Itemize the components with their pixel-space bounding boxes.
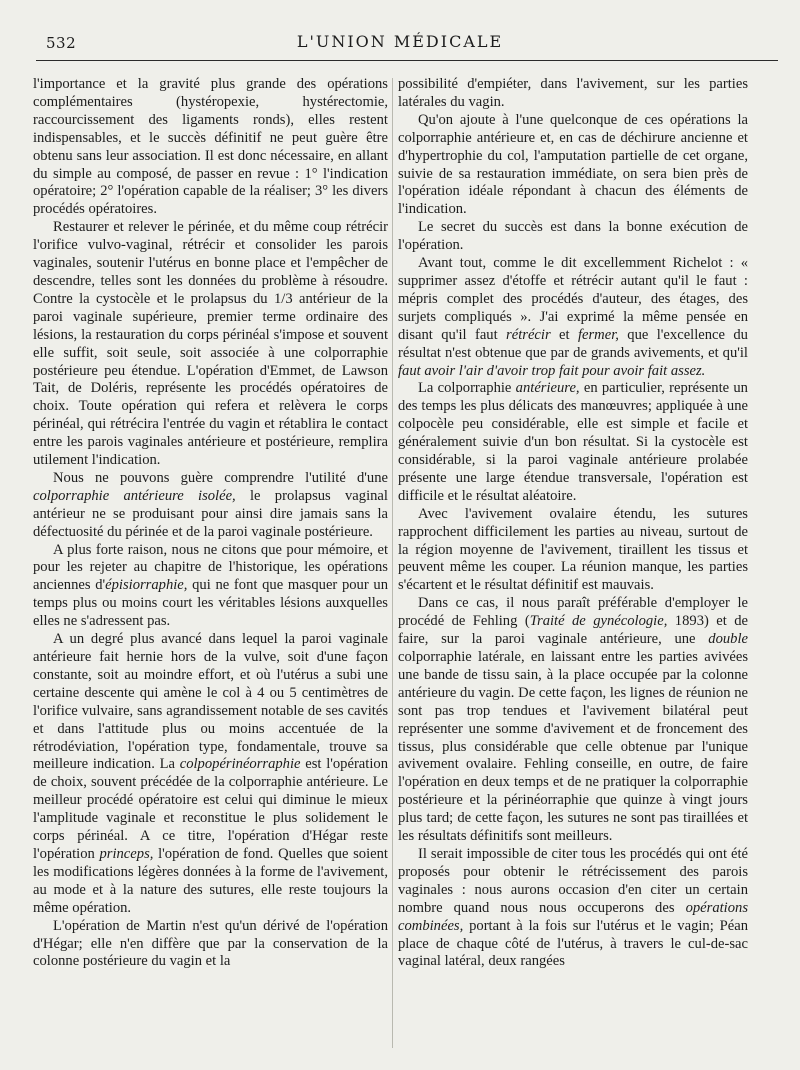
header-rule	[36, 60, 778, 61]
right-column	[398, 76, 748, 971]
paragraph: Avec l'avivement ovalaire étendu, les sutures rapprochent difficilement les parties au niveau, surtout de la région moyenne de l'avivement, tiraillent les tissus et peuvent même les couper. La réunion manque, les parties s'écartent et le résultat définitif est mauvais.	[398, 505, 748, 594]
journal-title: L'UNION MÉDICALE	[296, 32, 504, 51]
column-divider	[392, 78, 393, 1048]
paragraph: Qu'on ajoute à l'une quelconque de ces opérations la colporraphie antérieure et, en cas de déchirure ancienne et d'hypertrophie du col, l'amputation partielle de cet organe, suivie de sa restauration immédiate, on sera bien près de l'opération idéale répondant à chacun des éléments de l'indication.	[398, 111, 748, 218]
paragraph: Dans ce cas, il nous paraît préférable d'employer le procédé de Fehling (Traité de gynécologie, 1893) et de faire, sur la paroi vaginale antérieure, une double colporraphie latérale, en laissant entre les parties avivées une bande de tissu sain, à la place occupée par la colonne antérieure du vagin. De cette façon, les lignes de réunion ne sont pas trop tendues et l'avivement bilatéral peut représenter une somme d'avivement et de froncement des tissus, plus considérable que celle obtenue par l'unique avivement ovalaire. Fehling conseille, en outre, de faire l'opération en deux temps et de ne pratiquer la colporraphie postérieure et la périnéorraphie que quinze à vingt jours plus tard; de cette façon, les sutures ne sont pas tiraillées et les résultats définitifs sont meilleurs.	[398, 595, 749, 845]
page-header	[0, 28, 800, 58]
paragraph: Le secret du succès est dans la bonne exécution de l'opération.	[398, 219, 748, 254]
paragraph: La colporraphie antérieure, en particulier, représente un des temps les plus délicats des manœuvres; appliquée à une colpocèle peu considérable, elle est simple et facile et généralement suivie d'un bon résultat. Si la cystocèle est considérable, si la paroi vaginale antérieure prolabée présente une large étendue transversale, l'opération est difficile et le résultat aléatoire.	[398, 380, 748, 504]
paragraph: Restaurer et relever le périnée, et du même coup rétrécir l'orifice vulvo-vaginal, rétrécir et consolider les parois vaginales, soutenir l'utérus en bonne place et l'empêcher de descendre, telles sont les données du problème à résoudre. Contre la cystocèle et le prolapsus du 1/3 antérieur de la paroi vaginale supérieure, premier terme ordinaire des lésions, la restauration du corps périnéal s'impose et souvent elle suffit, soit seule, soit associée à une colporraphie postérieure peu étendue. L'opération d'Emmet, de Lawson Tait, de Doléris, représente les procédés opératoires de choix. Toute opération qui refera et relèvera le corps périnéal, qui rétrécira l'entrée du vagin et rétablira le contact entre les parois vaginales antérieure et postérieure, remplira utilement l'indication.	[33, 219, 388, 469]
paragraph: A plus forte raison, nous ne citons que pour mémoire, et pour les rejeter au chapitre de l'historique, les opérations anciennes d'épisiorraphie, qui ne font que masquer pour un temps plus ou moins court les véritables lésions auxquelles elles ne s'adressent pas.	[33, 541, 388, 630]
paragraph: possibilité d'empiéter, dans l'avivement, sur les parties latérales du vagin.	[398, 76, 748, 110]
paragraph: Avant tout, comme le dit excellemment Richelot : « supprimer assez d'étoffe et rétrécir autant qu'il le faut : mépris complet des procédés d'auteur, des étages, des surjets compliqués ». J'ai exprimé la même pensée en disant qu'il faut rétrécir et fermer, que l'excellence du résultat n'est obtenue que par de grands avivements, et qu'il faut avoir l'air d'avoir trop fait pour avoir fait assez.	[398, 255, 748, 379]
paragraph: Nous ne pouvons guère comprendre l'utilité d'une colporraphie antérieure isolée, le prolapsus vaginal antérieur ne se produisant pour ainsi dire jamais sans la défectuosité du périnée et de la paroi vaginale postérieure.	[33, 469, 388, 540]
page-number: 532	[46, 34, 77, 52]
paragraph: A un degré plus avancé dans lequel la paroi vaginale antérieure fait hernie hors de la vulve, soit d'une façon constante, soit au moindre effort, et où l'utérus a subi une certaine descente qui amène le col à 4 ou 5 centimètres de l'orifice vulvaire, sans agrandissement notable de ses cavités et dans l'attitude plus ou moins accentuée de la rétrodéviation, l'opération type, fondamentale, trouve sa meilleure indication. La colpopérinéorraphie est l'opération de choix, souvent précédée de la colporraphie antérieure. Le meilleur procédé opératoire est celui qui diminue le mieux l'amplitude vaginale et reconstitue le plus solidement le corps périnéal. A ce titre, l'opération d'Hégar reste l'opération princeps, l'opération de fond. Quelles que soient les modifications légères données à la forme de l'avivement, au mode et à la nature des sutures, elle reste toujours la même opération.	[33, 631, 388, 916]
paragraph: l'importance et la gravité plus grande des opérations complémentaires (hystéropexie, hystérectomie, raccourcissement des ligaments ronds), elles restent indispensables, et le succès définitif ne peut guère être obtenu sans leur association. Il est donc nécessaire, en allant du simple au composé, de passer en revue : 1° l'indication opératoire; 2° l'opération capable de la réaliser; 3° les divers procédés opératoires.	[33, 76, 388, 218]
left-column	[33, 76, 388, 971]
paragraph: Il serait impossible de citer tous les procédés qui ont été proposés pour obtenir le rétrécissement des parois vaginales : nous aurons occasion d'en citer un certain nombre quand nous nous occuperons des opérations combinées, portant à la fois sur l'utérus et le vagin; Péan place de chaque côté de l'utérus, à travers le cul-de-sac vaginal latéral, deux rangées	[398, 845, 748, 970]
paragraph: L'opération de Martin n'est qu'un dérivé de l'opération d'Hégar; elle n'en diffère que par la conservation de la colonne postérieure du vagin et la	[33, 917, 388, 970]
